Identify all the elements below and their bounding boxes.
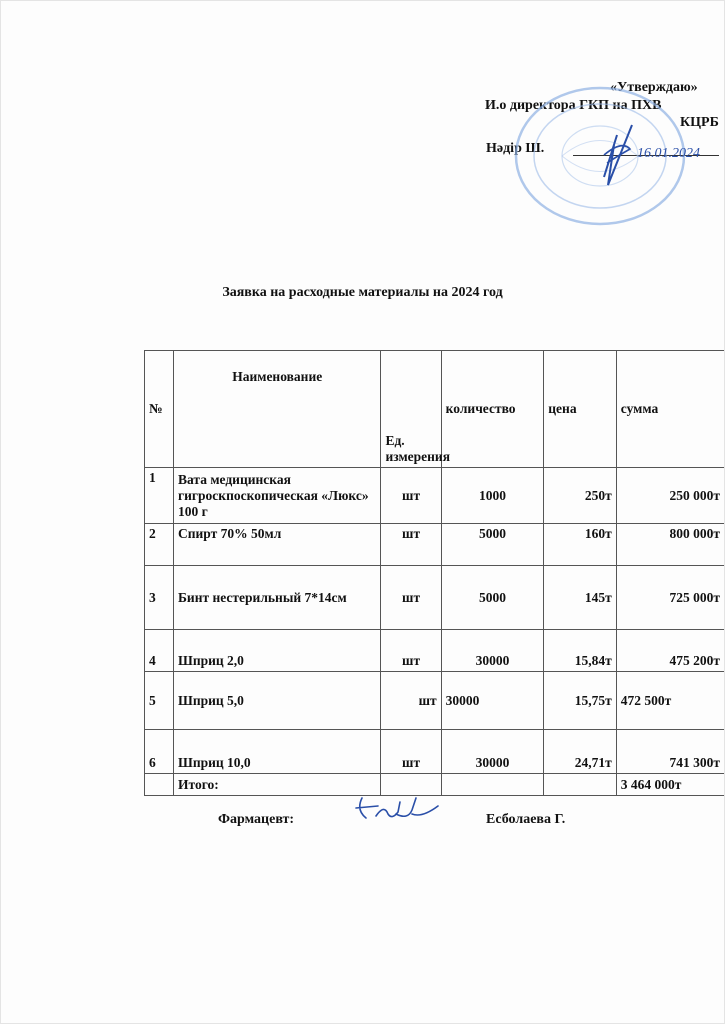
- cell-qty: 30000: [441, 630, 544, 672]
- cell-unit: шт: [381, 468, 441, 524]
- cell-name: Вата медицинская гигроскпоскопическая «Люкс» 100 г: [174, 468, 381, 524]
- document-title: Заявка на расходные материалы на 2024 год: [222, 285, 503, 300]
- cell-price: 145т: [544, 566, 617, 630]
- materials-table: [144, 350, 725, 796]
- cell-unit: шт: [381, 672, 441, 730]
- header-price: цена: [544, 351, 617, 468]
- cell-unit: шт: [381, 566, 441, 630]
- cell-name: Шприц 2,0: [174, 630, 381, 672]
- cell-num: 4: [145, 630, 174, 672]
- cell-empty: [544, 774, 617, 796]
- cell-sum: 725 000т: [616, 566, 724, 630]
- cell-name: Шприц 10,0: [174, 730, 381, 774]
- cell-num: 6: [145, 730, 174, 774]
- cell-num: 1: [145, 468, 174, 524]
- cell-name: Бинт нестерильный 7*14см: [174, 566, 381, 630]
- approval-org: КЦРБ: [680, 115, 719, 130]
- total-label: Итого:: [174, 774, 381, 796]
- cell-sum: 472 500т: [616, 672, 724, 730]
- cell-num: 3: [145, 566, 174, 630]
- table-row: [145, 524, 725, 566]
- header-unit: Ед. измерения: [381, 351, 441, 468]
- cell-empty: [441, 774, 544, 796]
- cell-num: 2: [145, 524, 174, 566]
- cell-price: 15,84т: [544, 630, 617, 672]
- table-row: [145, 730, 725, 774]
- cell-sum: 475 200т: [616, 630, 724, 672]
- approval-signer: Нәдір Ш.: [486, 141, 545, 156]
- cell-price: 24,71т: [544, 730, 617, 774]
- cell-name: Спирт 70% 50мл: [174, 524, 381, 566]
- approval-position: И.о директора ГКП на ПХВ: [485, 98, 662, 113]
- cell-unit: шт: [381, 630, 441, 672]
- header-name: Наименование: [174, 351, 381, 468]
- table-row: [145, 566, 725, 630]
- cell-unit: шт: [381, 524, 441, 566]
- cell-price: 15,75т: [544, 672, 617, 730]
- table-row: [145, 672, 725, 730]
- cell-qty: 1000: [441, 468, 544, 524]
- pharmacist-role: Фармацевт:: [218, 812, 295, 827]
- table-header-row: [145, 351, 725, 468]
- header-num: №: [145, 351, 174, 468]
- table-row: [145, 630, 725, 672]
- pharmacist-name: Есболаева Г.: [486, 812, 566, 827]
- cell-price: 250т: [544, 468, 617, 524]
- header-qty: количество: [441, 351, 544, 468]
- cell-sum: 250 000т: [616, 468, 724, 524]
- cell-unit: шт: [381, 730, 441, 774]
- approval-heading: «Утверждаю»: [610, 80, 698, 95]
- cell-sum: 800 000т: [616, 524, 724, 566]
- cell-sum: 741 300т: [616, 730, 724, 774]
- cell-num: 5: [145, 672, 174, 730]
- cell-qty: 30000: [441, 730, 544, 774]
- table-row: [145, 468, 725, 524]
- handwritten-date: 16.01.2024: [637, 146, 700, 161]
- cell-price: 160т: [544, 524, 617, 566]
- cell-qty: 5000: [441, 566, 544, 630]
- cell-qty: 5000: [441, 524, 544, 566]
- cell-qty: 30000: [441, 672, 544, 730]
- total-value: 3 464 000т: [616, 774, 724, 796]
- cell-name: Шприц 5,0: [174, 672, 381, 730]
- pharmacist-signature-icon: [352, 790, 444, 830]
- cell-empty: [145, 774, 174, 796]
- header-sum: сумма: [616, 351, 724, 468]
